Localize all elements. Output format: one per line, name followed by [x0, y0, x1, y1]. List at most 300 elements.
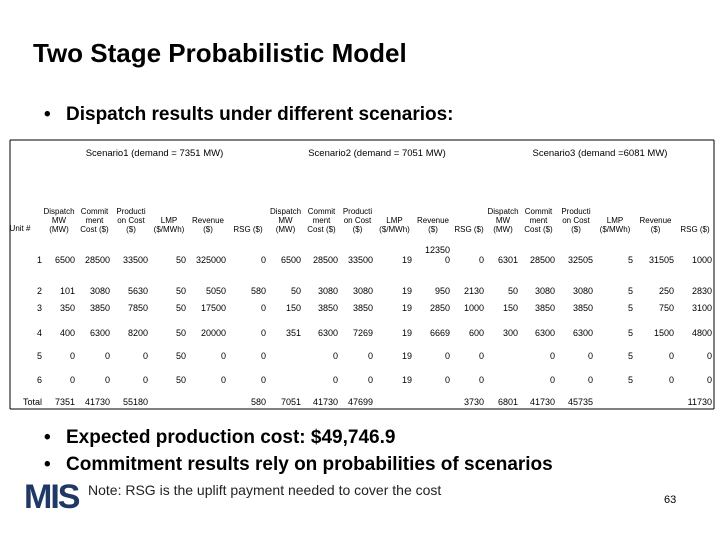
cell-value: 0	[332, 351, 338, 361]
cell-value: 0	[587, 351, 593, 361]
table-cell	[520, 328, 555, 338]
row-unit-label: 3	[36, 303, 42, 313]
table-cell	[414, 245, 450, 265]
cell-value: 50	[175, 286, 186, 296]
row-unit-label: 5	[36, 351, 42, 361]
cell-value: 750	[658, 303, 674, 313]
cell-value: 50	[175, 375, 186, 385]
table-cell	[676, 255, 712, 265]
row-unit-label: 2	[36, 286, 42, 296]
table-cell	[676, 351, 712, 361]
column-header-line: Dispatch	[43, 207, 75, 216]
table-cell	[303, 351, 338, 361]
bullet-text: Expected production cost: $49,746.9	[66, 427, 396, 448]
cell-value: 0	[220, 351, 226, 361]
cell-value: 0	[142, 351, 148, 361]
table-cell	[150, 351, 186, 361]
cell-value: 32505	[567, 255, 593, 265]
cell-value: 1000	[463, 303, 484, 313]
column-header	[77, 207, 112, 234]
table-cell	[557, 328, 593, 338]
column-header-line: Commit	[524, 207, 553, 216]
table-cell	[77, 351, 110, 361]
cell-value: 250	[658, 286, 674, 296]
cell-value: 5	[627, 328, 633, 338]
cell-value: 4800	[691, 328, 712, 338]
table-cell	[452, 303, 484, 313]
cell-value: 3850	[89, 303, 110, 313]
table-cell	[340, 286, 373, 296]
cell-value: 0	[69, 375, 75, 385]
table-cell	[595, 255, 633, 265]
table-cell	[112, 255, 148, 265]
table-cell	[557, 375, 593, 385]
table-cell	[228, 397, 266, 407]
table-cell	[557, 255, 593, 265]
column-header	[486, 207, 520, 234]
column-header-line: RSG ($)	[233, 225, 263, 234]
cell-value: 2830	[691, 286, 712, 296]
table-cell	[676, 375, 712, 385]
cell-value: 11730	[687, 397, 712, 407]
table-cell	[520, 351, 555, 361]
column-header-line: Producti	[116, 207, 146, 216]
cell-value: 0	[668, 375, 674, 385]
column-header-line: ($)	[352, 225, 363, 234]
cell-value: 0	[260, 328, 266, 338]
table-cell	[595, 351, 633, 361]
cell-value: 0	[549, 351, 555, 361]
cell-value: 3080	[572, 286, 593, 296]
cell-value: 6300	[534, 328, 555, 338]
column-header-line: Dispatch	[269, 207, 302, 216]
cell-value: 5	[627, 303, 633, 313]
table-cell	[150, 286, 186, 296]
table-cell	[486, 303, 518, 313]
table-cell	[77, 397, 110, 407]
slide-title: Two Stage Probabilistic Model	[33, 38, 407, 68]
table-cell	[150, 375, 186, 385]
column-header-line: ($/MWh)	[153, 225, 185, 234]
table-cell	[77, 375, 110, 385]
cell-value: 6801	[497, 397, 518, 407]
table-cell	[77, 286, 110, 296]
cell-value: 400	[59, 328, 75, 338]
cell-value: 28500	[529, 255, 555, 265]
table-cell	[268, 255, 301, 265]
column-header-line: Producti	[342, 207, 373, 216]
cell-value: 3850	[317, 303, 338, 313]
table-cell	[676, 303, 712, 313]
cell-value: 0	[549, 375, 555, 385]
table-cell	[414, 351, 450, 361]
cell-value: 3080	[534, 286, 555, 296]
table-cell	[150, 255, 186, 265]
cell-value: 6669	[429, 328, 450, 338]
cell-value: 0	[260, 255, 266, 265]
table-cell	[452, 286, 484, 296]
table-cell	[595, 286, 633, 296]
table-cell	[77, 255, 110, 265]
column-header-line: ($)	[571, 225, 581, 234]
column-header	[452, 225, 486, 234]
cell-value: 0	[478, 351, 484, 361]
column-header-line: on Cost	[343, 216, 372, 225]
table-cell	[375, 328, 412, 338]
column-header	[595, 216, 635, 234]
miso-logo	[24, 474, 94, 519]
table-cell	[520, 286, 555, 296]
cell-value: 6500	[280, 255, 301, 265]
cell-value: 0	[260, 375, 266, 385]
table-cell	[452, 397, 484, 407]
table-cell	[520, 375, 555, 385]
cell-value: 0	[104, 351, 110, 361]
column-header-line: Dispatch	[487, 207, 519, 216]
table-cell	[340, 303, 373, 313]
cell-value: 55180	[122, 397, 148, 407]
cell-value: 7269	[352, 328, 373, 338]
row-unit-label: 6	[36, 375, 42, 385]
column-header-line: RSG ($)	[680, 225, 710, 234]
cell-value: 6500	[54, 255, 75, 265]
table-cell	[635, 351, 674, 361]
table-cell	[595, 375, 633, 385]
table-cell	[557, 351, 593, 361]
table-cell	[414, 286, 450, 296]
table-cell	[486, 286, 518, 296]
cell-value: 19	[401, 303, 412, 313]
cell-value: 41730	[84, 397, 110, 407]
table-cell	[635, 286, 674, 296]
column-header-unit: Unit #	[9, 224, 31, 233]
table-cell	[635, 255, 674, 265]
footnote: Note: RSG is the uplift payment needed to cover the cost	[88, 482, 442, 498]
table-cell	[340, 351, 373, 361]
column-header	[635, 216, 676, 234]
table-cell	[557, 303, 593, 313]
table-cell	[112, 375, 148, 385]
table-cell	[228, 351, 266, 361]
table-cell	[268, 303, 301, 313]
cell-value: 0	[367, 351, 373, 361]
table-cell	[557, 397, 593, 407]
cell-value: 5	[627, 351, 633, 361]
table-cell	[520, 397, 555, 407]
cell-value: 6301	[497, 255, 518, 265]
cell-value: 12350	[424, 245, 450, 255]
column-header-line: ($/MWh)	[599, 225, 631, 234]
cell-value: 0	[444, 351, 450, 361]
column-header	[557, 207, 595, 234]
cell-value: 20000	[200, 328, 226, 338]
table-cell	[228, 375, 266, 385]
table-cell	[41, 303, 75, 313]
table-cell	[520, 255, 555, 265]
table-cell	[150, 303, 186, 313]
cell-value: 19	[401, 351, 412, 361]
column-header-line: ($/MWh)	[379, 225, 410, 234]
column-header	[150, 216, 188, 234]
table-cell	[676, 328, 712, 338]
table-cell	[150, 328, 186, 338]
cell-value: 350	[59, 303, 75, 313]
column-header-line: Cost ($)	[307, 225, 336, 234]
cell-value: 41730	[529, 397, 555, 407]
cell-value: 50	[290, 286, 301, 296]
cell-value: 47699	[347, 397, 373, 407]
column-header-line: LMP	[606, 216, 624, 225]
cell-value: 5630	[127, 286, 148, 296]
column-header-line: ($)	[650, 225, 661, 234]
bullet-dot: •	[44, 104, 51, 125]
cell-value: 0	[260, 303, 266, 313]
row-unit-label: Total	[22, 397, 42, 407]
table-cell	[188, 328, 226, 338]
column-header-line: Revenue	[191, 216, 225, 225]
cell-value: 600	[468, 328, 484, 338]
cell-value: 7051	[280, 397, 301, 407]
column-header-line: ($)	[203, 225, 213, 234]
cell-value: 0	[367, 375, 373, 385]
cell-value: 19	[401, 286, 412, 296]
table-cell	[41, 286, 75, 296]
cell-value: 50	[175, 351, 186, 361]
table-cell	[112, 397, 148, 407]
cell-value: 150	[285, 303, 301, 313]
table-cell	[340, 375, 373, 385]
column-header	[41, 207, 77, 234]
cell-value: 1000	[691, 255, 712, 265]
column-header-line: MW	[495, 216, 511, 225]
cell-value: 5	[627, 255, 633, 265]
cell-value: 0	[104, 375, 110, 385]
cell-value: 0	[478, 255, 484, 265]
table-cell	[595, 328, 633, 338]
table-cell	[228, 303, 266, 313]
scenario-title-2: Scenario2 (demand = 7051 MW)	[308, 148, 446, 159]
cell-value: 2850	[429, 303, 450, 313]
column-header-line: on Cost	[562, 216, 590, 225]
column-header	[303, 207, 340, 234]
cell-value: 50	[507, 286, 518, 296]
table-cell	[303, 255, 338, 265]
column-header-line: ment	[529, 216, 548, 225]
cell-value: 0	[444, 255, 450, 265]
column-header	[676, 225, 714, 234]
column-header-line: MW	[51, 216, 67, 225]
cell-value: 19	[401, 255, 412, 265]
table-cell	[303, 375, 338, 385]
cell-value: 3080	[89, 286, 110, 296]
table-cell	[41, 375, 75, 385]
table-cell	[676, 286, 712, 296]
table-cell	[112, 328, 148, 338]
cell-value: 3080	[352, 286, 373, 296]
table-cell	[486, 328, 518, 338]
cell-value: 45735	[567, 397, 593, 407]
cell-value: 0	[444, 375, 450, 385]
cell-value: 0	[220, 375, 226, 385]
table-cell	[268, 328, 301, 338]
cell-value: 6300	[572, 328, 593, 338]
column-header-line: ment	[85, 216, 104, 225]
table-cell	[77, 303, 110, 313]
table-cell	[41, 351, 75, 361]
table-cell	[340, 328, 373, 338]
bullet-text: Commitment results rely on probabilities of scenarios	[66, 454, 553, 475]
table-cell	[112, 286, 148, 296]
cell-value: 3100	[691, 303, 712, 313]
table-cell	[112, 303, 148, 313]
cell-value: 17500	[200, 303, 226, 313]
table-cell	[452, 328, 484, 338]
table-cell	[41, 328, 75, 338]
cell-value: 0	[478, 375, 484, 385]
table-cell	[188, 303, 226, 313]
table-cell	[635, 303, 674, 313]
table-cell	[303, 397, 338, 407]
cell-value: 325000	[195, 255, 226, 265]
table-cell	[303, 303, 338, 313]
column-header-line: Cost ($)	[80, 225, 109, 234]
cell-value: 6300	[317, 328, 338, 338]
column-header	[520, 207, 557, 234]
page-number: 63	[664, 494, 677, 506]
table-cell	[228, 255, 266, 265]
table-cell	[452, 351, 484, 361]
scenario-title-1: Scenario1 (demand = 7351 MW)	[85, 148, 224, 159]
column-header-line: (MW)	[493, 225, 513, 234]
table-cell	[414, 375, 450, 385]
cell-value: 0	[668, 351, 674, 361]
column-header-line: LMP	[160, 216, 178, 225]
table-cell	[340, 397, 373, 407]
cell-value: 300	[502, 328, 518, 338]
table-cell	[375, 255, 412, 265]
column-header	[112, 207, 150, 234]
cell-value: 50	[175, 303, 186, 313]
table-cell	[228, 328, 266, 338]
table-cell	[557, 286, 593, 296]
table-cell	[41, 255, 75, 265]
column-header	[268, 207, 303, 234]
cell-value: 580	[250, 397, 266, 407]
column-header-line: Producti	[561, 207, 591, 216]
cell-value: 5050	[205, 286, 226, 296]
table-cell	[41, 397, 75, 407]
scenario-title-3: Scenario3 (demand =6081 MW)	[532, 148, 668, 159]
cell-value: 3850	[572, 303, 593, 313]
cell-value: 28500	[312, 255, 338, 265]
table-cell	[268, 286, 301, 296]
table-cell	[188, 255, 226, 265]
cell-value: 0	[587, 375, 593, 385]
cell-value: 50	[175, 328, 186, 338]
table-cell	[452, 255, 484, 265]
cell-value: 7850	[127, 303, 148, 313]
cell-value: 8200	[127, 328, 148, 338]
table-cell	[375, 286, 412, 296]
column-header-line: Cost ($)	[524, 225, 553, 234]
cell-value: 19	[401, 328, 412, 338]
cell-value: 2130	[463, 286, 484, 296]
table-cell	[635, 328, 674, 338]
column-header-line: (MW)	[49, 225, 69, 234]
cell-value: 950	[434, 286, 450, 296]
column-header-line: Revenue	[416, 216, 450, 225]
column-header-line: Revenue	[639, 216, 672, 225]
table-cell	[303, 286, 338, 296]
row-unit-label: 4	[36, 328, 42, 338]
column-header-line: (MW)	[275, 225, 296, 234]
cell-value: 0	[706, 351, 712, 361]
table-cell	[188, 375, 226, 385]
column-header-line: on Cost	[117, 216, 145, 225]
column-header-line: ment	[312, 216, 331, 225]
cell-value: 31505	[648, 255, 674, 265]
bullet-dot: •	[44, 454, 51, 475]
cell-value: 0	[706, 375, 712, 385]
column-header	[340, 207, 375, 234]
cell-value: 0	[260, 351, 266, 361]
cell-value: 5	[627, 375, 633, 385]
cell-value: 28500	[84, 255, 110, 265]
column-header-line: MW	[278, 216, 293, 225]
bullet-expected-cost	[44, 427, 395, 449]
cell-value: 150	[502, 303, 518, 313]
cell-value: 580	[250, 286, 266, 296]
table-cell	[676, 397, 712, 407]
table-cell	[635, 375, 674, 385]
cell-value: 3730	[463, 397, 484, 407]
cell-value: 3850	[534, 303, 555, 313]
column-header	[228, 225, 268, 234]
cell-value: 3850	[352, 303, 373, 313]
table-cell	[268, 397, 301, 407]
table-cell	[340, 255, 373, 265]
column-header-line: Commit	[307, 207, 336, 216]
column-header-line: ($)	[126, 225, 136, 234]
row-unit-label: 1	[36, 255, 42, 265]
cell-value: 1500	[653, 328, 674, 338]
column-header	[414, 216, 452, 234]
table-cell	[595, 303, 633, 313]
column-header-line: LMP	[386, 216, 403, 225]
table-cell	[486, 397, 518, 407]
bullet-commitment	[44, 454, 553, 476]
table-cell	[414, 328, 450, 338]
column-header	[188, 216, 228, 234]
cell-value: 50	[175, 255, 186, 265]
column-header-line: Commit	[80, 207, 109, 216]
table-cell	[452, 375, 484, 385]
svg-text:MIS: MIS	[24, 478, 79, 514]
column-header-line: RSG ($)	[454, 225, 484, 234]
bullet-text: Dispatch results under different scenarios:	[66, 104, 454, 125]
cell-value: 101	[59, 286, 75, 296]
cell-value: 19	[401, 375, 412, 385]
cell-value: 5	[627, 286, 633, 296]
cell-value: 6300	[89, 328, 110, 338]
table-cell	[188, 351, 226, 361]
table-cell	[375, 351, 412, 361]
cell-value: 0	[142, 375, 148, 385]
table-cell	[228, 286, 266, 296]
cell-value: 0	[69, 351, 75, 361]
cell-value: 351	[285, 328, 301, 338]
table-cell	[112, 351, 148, 361]
